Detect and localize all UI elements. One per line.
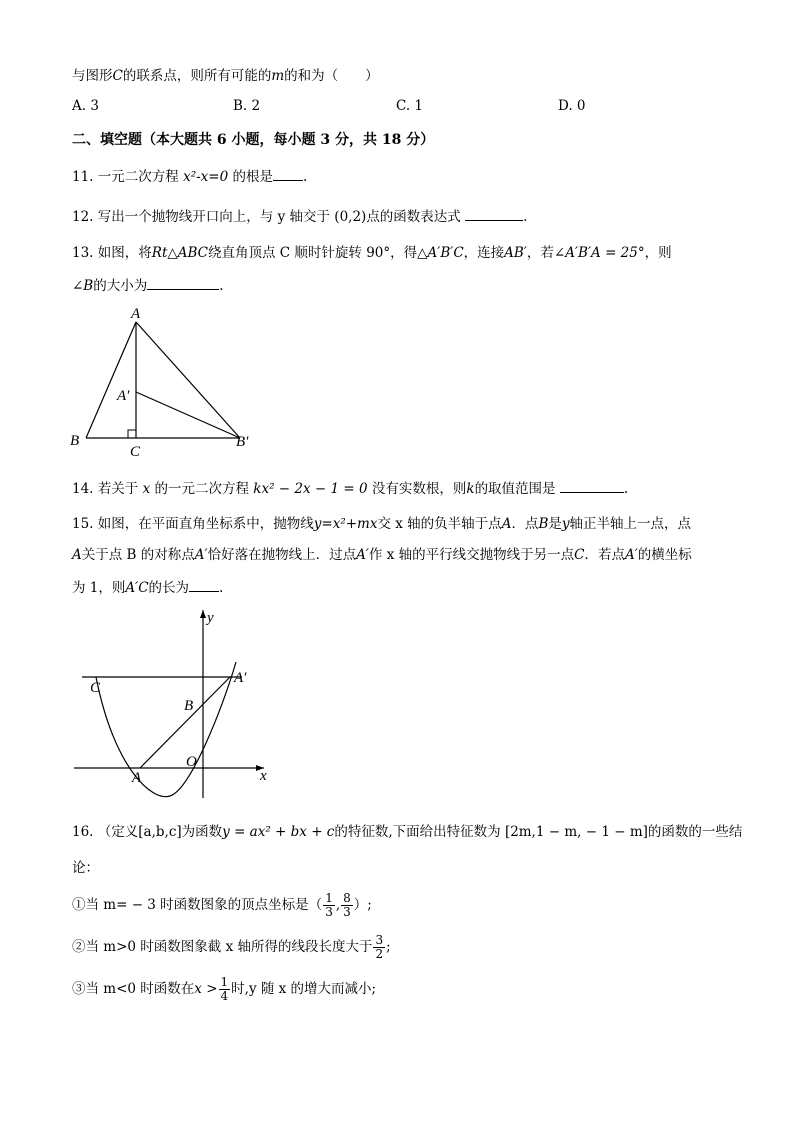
fraction — [341, 892, 353, 919]
label-a-prime: A′ — [234, 670, 247, 686]
q16-item-text: ）; — [353, 897, 372, 913]
q10-text: 的和为（ ） — [284, 68, 379, 84]
q15-var-y: y — [561, 516, 570, 532]
q12-end: . — [523, 209, 528, 225]
y-axis-arrow — [200, 610, 206, 618]
q10-text: 与图形 — [72, 68, 113, 84]
question-number: 13. — [72, 245, 94, 261]
label-b: B — [70, 433, 80, 449]
fraction-numerator: 1 — [325, 891, 333, 905]
segment-aa1 — [140, 677, 230, 768]
q14-text: 若关于 — [97, 481, 139, 497]
q13-text: ，若 — [526, 245, 554, 261]
fraction-numerator: 1 — [220, 975, 229, 989]
question-13-line2 — [72, 275, 224, 296]
q16-text: 的特征数,下面给出特征数为 [2m,1 − m, − 1 − m]的函数的一些结 — [334, 824, 743, 840]
q15-text: ．若点 — [584, 547, 625, 563]
fraction-denominator: 4 — [220, 989, 229, 1003]
q13-text: ，连接 — [463, 245, 505, 261]
answer-blank[interactable] — [147, 275, 219, 290]
q16-item-text: ①当 m= − 3 时函数图象的顶点坐标是（ — [72, 897, 323, 913]
q10-option-b: B. 2 — [233, 98, 261, 114]
q10-tail-line — [72, 66, 379, 86]
fraction-numerator: 8 — [343, 891, 351, 905]
q15-equation: y=x²+mx — [313, 516, 378, 532]
q16-item-2 — [72, 934, 391, 961]
q13-end: . — [219, 278, 224, 294]
q15-text: 交 x 轴的负半轴于点 — [377, 516, 502, 532]
answer-blank[interactable] — [560, 478, 624, 493]
label-y: y — [207, 610, 214, 626]
question-number: 15. — [72, 516, 94, 532]
q13-text: ，则 — [644, 245, 672, 261]
q12-point: (0,2) — [334, 209, 367, 225]
question-11 — [72, 166, 307, 187]
q14-equation: kx² − 2x − 1 = 0 — [253, 481, 368, 497]
q13-angle: ∠A′B′A = 25° — [553, 245, 645, 261]
q15-text: ．点 — [511, 516, 539, 532]
label-b-prime: B′ — [236, 434, 249, 450]
question-16-line2: 论： — [72, 860, 99, 876]
section-title: 二、填空题（本大题共 6 小题，每小题 3 分，共 18 分） — [72, 132, 435, 148]
q12-text: 写出一个抛物线开口向上，与 y 轴交于 — [97, 209, 330, 225]
answer-blank[interactable] — [189, 577, 219, 592]
question-number: 14. — [72, 481, 94, 497]
q11-end: . — [302, 169, 308, 185]
q15-point-a: A — [501, 516, 512, 532]
q15-text: 作 x 轴的平行线交抛物线于另一点 — [368, 547, 575, 563]
q15-point-a: A — [72, 547, 82, 563]
q14-text: 没有实数根，则 — [371, 481, 467, 497]
q12-text: 点的函数表达式 — [366, 209, 461, 225]
answer-blank[interactable] — [465, 206, 523, 221]
q16-equation: y = ax² + bx + c — [222, 824, 335, 840]
q15-text: 恰好落在抛物线上．过点 — [207, 547, 357, 563]
q15-point-a-prime: A′ — [194, 547, 208, 563]
triangle-figure — [60, 300, 280, 460]
question-15-line3 — [72, 577, 223, 598]
q14-text: 的取值范围是 — [474, 481, 556, 497]
q13-triangle: △A′B′C — [417, 245, 464, 261]
parabola-figure — [66, 600, 286, 810]
q15-text: 的横坐标 — [637, 547, 692, 563]
q13-triangle: Rt△ABC — [151, 245, 209, 261]
q16-text: （定义[a,b,c]为函数 — [97, 824, 223, 840]
question-13 — [72, 243, 672, 263]
q14-var-x: x — [142, 481, 151, 497]
label-a: A — [132, 770, 142, 786]
q15-point-a-prime: A′ — [624, 547, 638, 563]
q11-equation: x²-x=0 — [183, 169, 229, 185]
question-12 — [72, 206, 527, 227]
q13-angle-b: ∠B — [72, 278, 94, 294]
q10-var-m: m — [271, 68, 285, 84]
q15-point-c: C — [574, 547, 585, 563]
label-x: x — [260, 768, 267, 784]
q16-item-text: , — [335, 897, 341, 913]
fraction — [323, 892, 335, 919]
q16-item-text: ; — [386, 939, 391, 955]
q13-text: 绕直角顶点 C 顺时针旋转 90°，得 — [208, 245, 418, 261]
q13-text: 的大小为 — [93, 278, 148, 294]
label-c: C — [90, 680, 101, 696]
label-a-prime: A′ — [117, 388, 130, 404]
question-15-line2 — [72, 545, 692, 565]
question-number: 16. — [72, 824, 94, 840]
segment-ab1 — [136, 322, 240, 438]
question-number: 11. — [72, 169, 94, 185]
q15-text: 关于点 B 的对称点 — [81, 547, 195, 563]
label-c: C — [130, 444, 141, 460]
q11-text: 的根是 — [232, 169, 273, 185]
q15-text: 轴正半轴上一点，点 — [569, 516, 691, 532]
q15-point-a-prime: A′ — [356, 547, 369, 563]
q15-text: 是 — [548, 516, 562, 532]
q16-item-text: ③当 m<0 时函数在 — [72, 981, 195, 997]
q10-option-c: C. 1 — [396, 98, 424, 114]
right-angle-mark — [128, 430, 136, 438]
fraction-denominator: 3 — [325, 905, 333, 919]
question-14 — [72, 478, 628, 499]
q15-text: 的长为 — [148, 580, 190, 596]
parabola-curve — [96, 662, 236, 797]
fraction — [373, 934, 385, 961]
q15-text: 如图，在平面直角坐标系中，抛物线 — [97, 516, 314, 532]
fraction-denominator: 3 — [343, 905, 351, 919]
question-number: 12. — [72, 209, 94, 225]
q16-item-3 — [72, 976, 376, 1003]
q14-var-k: k — [466, 481, 475, 497]
q13-text: 如图，将 — [97, 245, 152, 261]
question-15 — [72, 514, 691, 534]
segment-ab — [86, 322, 136, 438]
q16-item-text: ②当 m>0 时函数图象截 x 轴所得的线段长度大于 — [72, 939, 373, 955]
q16-item-1 — [72, 892, 372, 919]
question-16 — [72, 822, 742, 842]
q15-segment: A′C — [125, 580, 149, 596]
q10-var-c: C — [112, 68, 123, 84]
q10-option-a: A. 3 — [72, 98, 99, 114]
q14-text: 的一元二次方程 — [154, 481, 249, 497]
q15-point-b: B — [538, 516, 549, 532]
q15-text: 为 1，则 — [72, 580, 126, 596]
segment-a1b1 — [136, 392, 240, 438]
fraction-denominator: 2 — [375, 947, 384, 961]
fraction — [219, 976, 231, 1003]
label-o: O — [186, 754, 197, 770]
q13-segment: AB′ — [504, 245, 527, 261]
q16-item-text: 时,y 随 x 的增大而减小; — [231, 981, 377, 997]
label-b: B — [184, 698, 194, 714]
q11-text: 一元二次方程 — [97, 169, 179, 185]
q10-text: 的联系点，则所有可能的 — [122, 68, 272, 84]
answer-blank[interactable] — [273, 166, 303, 181]
fraction-numerator: 3 — [375, 933, 384, 947]
label-a: A — [131, 306, 141, 322]
q10-option-d: D. 0 — [558, 98, 586, 114]
q16-inequality: x > — [194, 981, 218, 997]
q15-end: . — [219, 580, 224, 596]
q14-end: . — [623, 481, 629, 497]
